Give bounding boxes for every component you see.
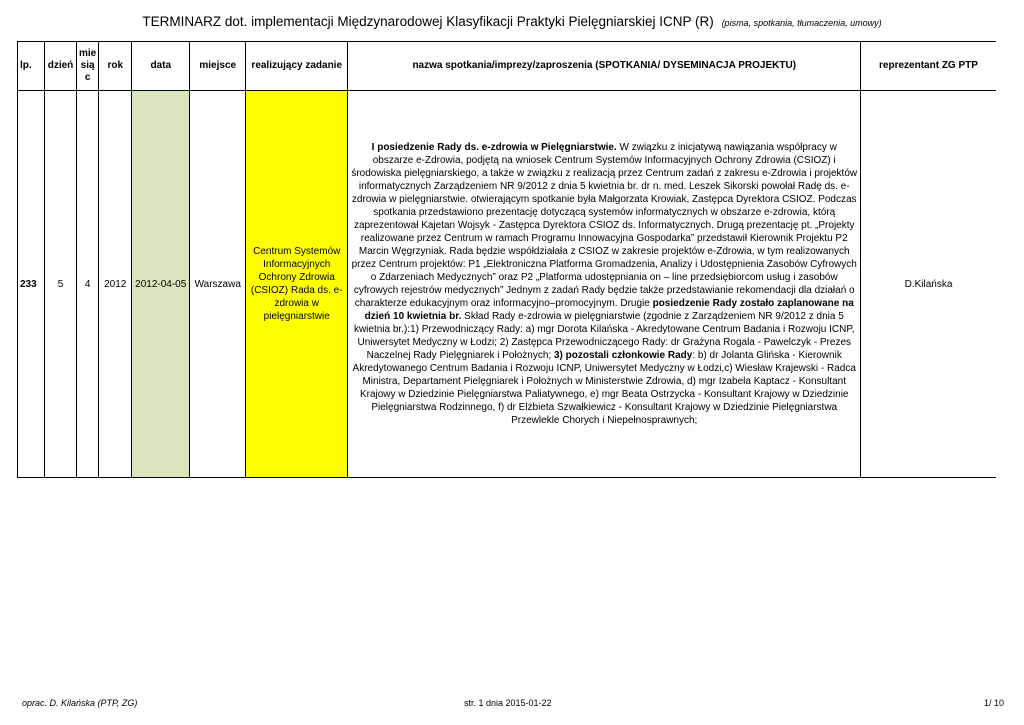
col-header-dzien: dzień — [45, 42, 77, 91]
col-header-lp: lp. — [18, 42, 45, 91]
title-subtitle: (pisma, spotkania, tłumaczenia, umowy) — [721, 18, 882, 28]
table-row — [18, 91, 996, 478]
footer-author: oprac. D. Kilańska (PTP, ZG) — [22, 698, 138, 708]
title-main: TERMINARZ dot. implementacji Międzynarodowej Klasyfikacji Praktyki Pielęgniarskiej ICNP (R) — [142, 14, 714, 29]
cell-miesiac: 4 — [77, 91, 99, 478]
col-header-nazwa: nazwa spotkania/imprezy/zaproszenia (SPOTKANIA/ DYSEMINACJA PROJEKTU) — [348, 42, 861, 91]
cell-zadanie: Centrum Systemów Informacyjnych Ochrony Zdrowia (CSIOZ) Rada ds. e-zdrowia w pielęgniarstwie — [246, 91, 348, 478]
cell-miejsce: Warszawa — [190, 91, 246, 478]
cell-reprezentant: D.Kilańska — [861, 91, 996, 478]
col-header-miesiac-1: mie — [79, 48, 97, 59]
cell-lp: 233 — [18, 91, 45, 478]
col-header-miesiac-2: sią — [80, 60, 95, 71]
col-header-rok: rok — [99, 42, 132, 91]
opis-text-3: : b) dr Jolanta Glińska - Kierownik Akredytowanego Centrum Badania i Rozwoju ICNP, Uniwersytet Medyczny w Łodzi,c) Wiesław Krajewski - Radca Ministra, Departament Pielęgniarek i Położnych w Ministerstwie Zdrowia, d) mgr Izabela Kaptacz - Konsultant Krajowy w Dziedzinie Pielęgniarstwa Paliatywnego, e) mgr Beata Ostrzycka - Konsultant Krajowy w Dziedzinie Pielęgniarstwa Rodzinnego, f) dr Elżbieta Szwałkiewicz - Konsultant Krajowy w Dziedzinie Pielęgniarstwa Przewlekle Chorych i Niepełnosprawnych; — [352, 350, 856, 426]
col-header-data: data — [132, 42, 190, 91]
col-header-zadanie: realizujący zadanie — [246, 42, 348, 91]
cell-opis — [348, 91, 861, 478]
col-header-miesiac-3: c — [84, 72, 91, 83]
page-title — [0, 14, 1024, 29]
table-header-row — [18, 42, 996, 91]
col-header-reprezentant: reprezentant ZG PTP — [861, 42, 996, 91]
schedule-table — [17, 41, 996, 478]
footer-page-count: 1/ 10 — [983, 698, 1004, 708]
footer-page-info: str. 1 dnia 2015-01-22 — [464, 698, 552, 708]
cell-dzien: 5 — [45, 91, 77, 478]
col-header-miesiac — [77, 42, 99, 91]
col-header-miejsce: miejsce — [190, 42, 246, 91]
cell-rok: 2012 — [99, 91, 132, 478]
opis-bold-2: posiedzenie Rady zostało zaplanowane na dzień 10 kwietnia br. — [364, 298, 854, 322]
opis-text-1: W związku z inicjatywą nawiązania współpracy w obszarze e-Zdrowia, podjętą na wniosek Centrum Systemów Informacyjnych Ochrony Zdrowia (CSIOZ) i środowiska pielęgniarskiego, a także w związku z realizacją przez Centrum zadań z zakresu e-Zdrowia i projektów informatycznych Zarządzeniem NR 9/2012 z dnia 5 kwietnia br. dr n. med. Leszek Sikorski powołał Radę ds. e-zdrowia w pielęgniarstwie. otwierającym spotkanie była Małgorzata Krowiak, Zastępca Dyrektora CSIOZ. Podczas spotkania przedstawiono prezentację dotyczącą systemów informatycznych w obszarze e-zdrowia, którą zaprezentował Kajetan Wojsyk - Zastępca Dyrektora CSIOZ ds. Informatycznych. Drugą prezentację pt. „Projekty realizowane przez Centrum w ramach Programu Innowacyjna Gospodarka” przedstawił Kierownik Projektu P2 Marcin Węgrzyniak. Rada będzie współdziałała z CSIOZ w zakresie projektów e-Zdrowia, w tym realizowanych przez Centrum projektów: P1 „Elektroniczna Platforma Gromadzenia, Analizy i Udostępnienia Zasobów Cyfrowych o Zdarzeniach Medycznych” oraz P2 „Platforma udostępniania on – line przedsiębiorcom usług i zasobów cyfrowych rejestrów medycznych” Jednym z zadań Rady będzie także przedstawianie rekomendacji dla działań o charakterze edukacyjnym oraz informacyjno–promocyjnym. Drugie — [351, 142, 858, 309]
cell-data: 2012-04-05 — [132, 91, 190, 478]
opis-bold-1: I posiedzenie Rady ds. e-zdrowia w Pielęgniarstwie. — [371, 142, 617, 153]
opis-text-2: Skład Rady e-zdrowia w pielęgniarstwie (zgodnie z Zarządzeniem NR 9/2012 z dnia 5 kwietnia br.):1) Przewodniczący Rady: a) mgr Dorota Kilańska - Akredytowane Centrum Badania i Rozwoju ICNP, Uniwersytet Medyczny w Łodzi; 2) Zastępca Przewodniczącego Rady: dr Grażyna Rogala - Pawelczyk - Prezes Naczelnej Rady Pielęgniarek i Położnych; — [353, 311, 855, 361]
opis-bold-3: 3) pozostali członkowie Rady — [553, 350, 693, 361]
